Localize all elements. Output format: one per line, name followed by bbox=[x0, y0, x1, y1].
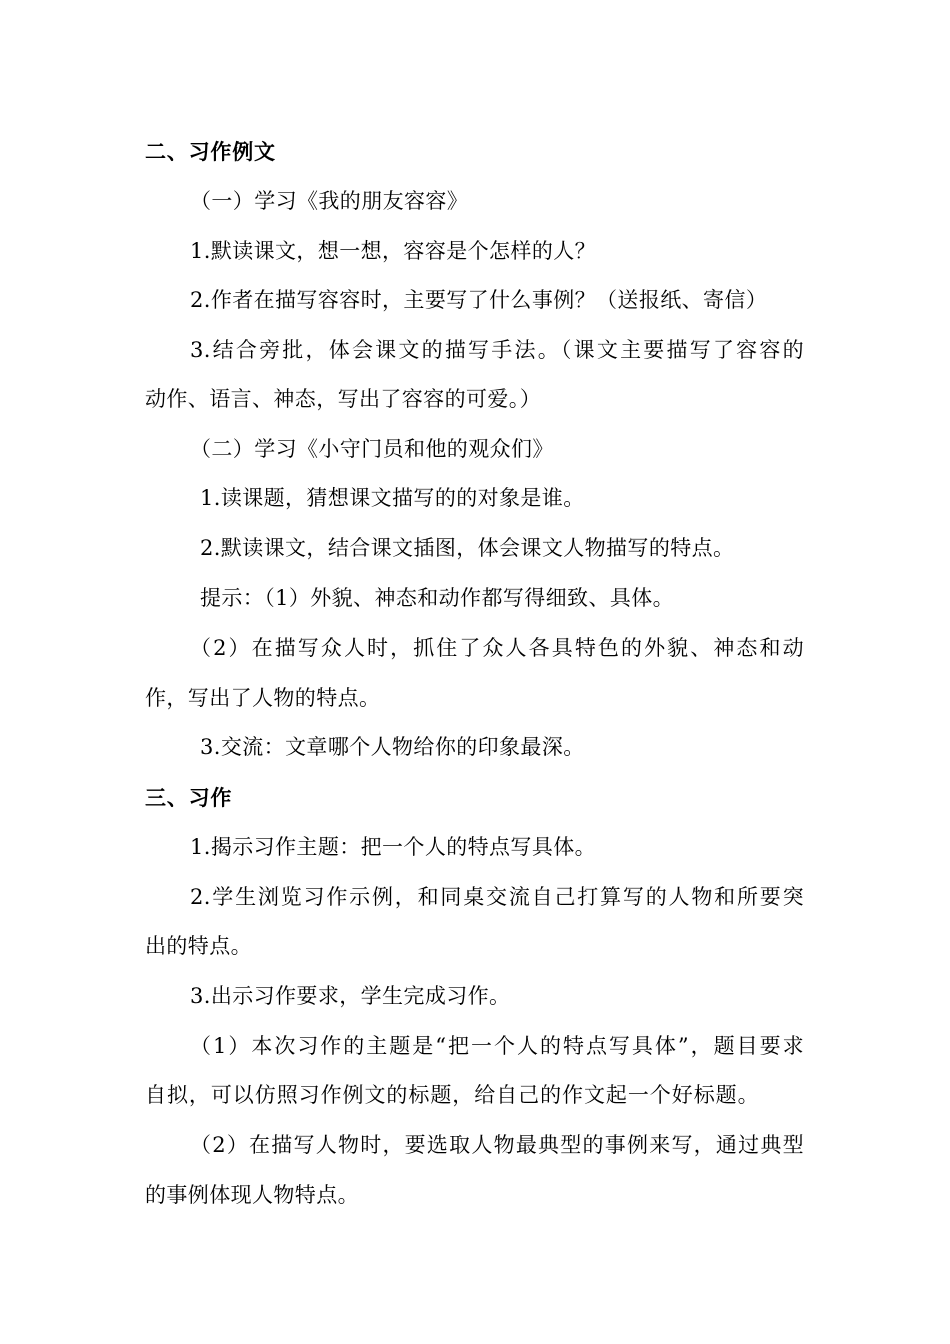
requirement-2-line-1: （2）在描写人物时，要选取人物最典型的事例来写，通过典型 bbox=[190, 1133, 804, 1157]
writing-item-2-line-2: 出的特点。 bbox=[145, 934, 252, 958]
part-title-goalkeeper: （二）学习《小守门员和他的观众们》 bbox=[190, 437, 554, 461]
requirement-1-line-2: 自拟，可以仿照习作例文的标题，给自己的作文起一个好标题。 bbox=[145, 1083, 759, 1107]
part2-question-3: 3.交流：文章哪个人物给你的印象最深。 bbox=[200, 735, 585, 759]
hint-line: 提示：（1）外貌、神态和动作都写得细致、具体。 bbox=[200, 586, 675, 610]
writing-item-3: 3.出示习作要求，学生完成习作。 bbox=[190, 984, 511, 1008]
question-3-line-1: 3.结合旁批，体会课文的描写手法。（课文主要描写了容容的 bbox=[190, 338, 804, 362]
writing-item-2-line-1: 2.学生浏览习作示例，和同桌交流自己打算写的人物和所要突 bbox=[190, 885, 804, 909]
requirement-1-line-1: （1）本次习作的主题是“把一个人的特点写具体”，题目要求 bbox=[190, 1034, 804, 1058]
section-heading-example-essays: 二、习作例文 bbox=[145, 140, 276, 164]
part-title-rongrong: （一）学习《我的朋友容容》 bbox=[190, 189, 469, 213]
part2-question-1: 1.读课题，猜想课文描写的的对象是谁。 bbox=[200, 486, 585, 510]
requirement-2-line-2: 的事例体现人物特点。 bbox=[145, 1183, 359, 1207]
question-3-line-2: 动作、语言、神态，写出了容容的可爱。） bbox=[145, 387, 542, 411]
question-2: 2.作者在描写容容时，主要写了什么事例？（送报纸、寄信） bbox=[190, 288, 768, 312]
hint-2-line-2: 作，写出了人物的特点。 bbox=[145, 686, 381, 710]
writing-item-1: 1.揭示习作主题：把一个人的特点写具体。 bbox=[190, 835, 597, 859]
section-heading-writing: 三、习作 bbox=[145, 786, 233, 810]
hint-2-line-1: （2）在描写众人时，抓住了众人各具特色的外貌、神态和动 bbox=[190, 636, 804, 660]
question-1: 1.默读课文，想一想，容容是个怎样的人？ bbox=[190, 239, 597, 263]
part2-question-2: 2.默读课文，结合课文插图，体会课文人物描写的特点。 bbox=[200, 536, 735, 560]
